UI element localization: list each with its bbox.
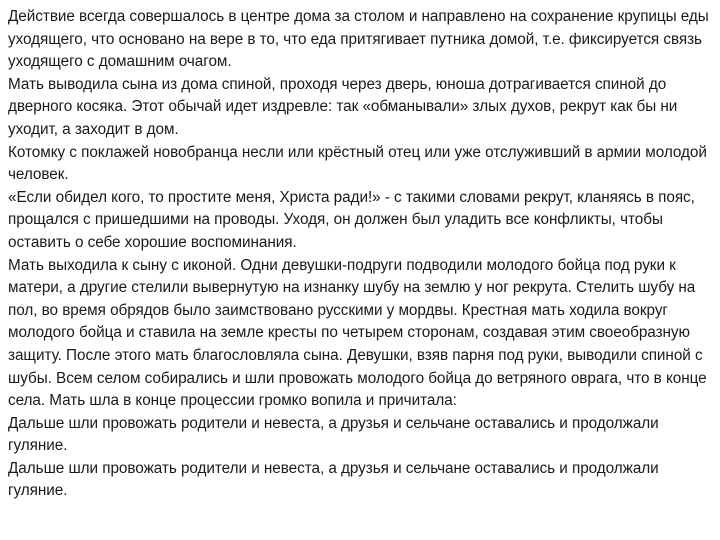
paragraph-procession-2: Дальше шли провожать родители и невеста, а друзья и сельчане оставались и продолжали гуляние. — [8, 459, 659, 500]
paragraph-farewell-words: «Если обидел кого, то простите меня, Христа ради!» - с такими словами рекрут, кланяясь в пояс, прощался с пришедшими на проводы. Уходя, он должен был уладить все конфликты, чтобы оставить о себе хорошие воспоминания. — [8, 188, 695, 251]
paragraph-blessing-ritual: Мать выходила к сыну с иконой. Одни девушки-подруги подводили молодого бойца под руки к матери, а другие стелили вывернутую на изнанку шубу на землю у ног рекрута. Стелить шубу на пол, во время обрядов было заимствовано русскими у мордвы. Крестная мать ходила вокруг молодого бойца и ставила на земле кресты по четырем сторонам, создавая этим своеобразную защиту. После этого мать благословляла сына. Девушки, взяв парня под руки, выводили спиной с шубы. Всем селом собирались и шли провожать молодого бойца до ветряного оврага, что в конце села. Мать шла в конце процессии громко вопила и причитала: — [8, 256, 707, 410]
paragraph-meal-ritual: Действие всегда совершалось в центре дома за столом и направлено на сохранение крупицы еды уходящего, что основано на вере в то, что еда притягивает путника домой, т.е. фиксируется связь уходящего с домашним очагом. — [8, 8, 709, 71]
paragraph-procession-1: Дальше шли провожать родители и невеста, а друзья и сельчане оставались и продолжали гуляние. — [8, 414, 659, 455]
paragraph-bag-carrier: Котомку с поклажей новобранца несли или крёстный отец или уже отслуживший в армии молодой человек. — [8, 143, 707, 184]
paragraph-leaving-home: Мать выводила сына из дома спиной, проходя через дверь, юноша дотрагивается спиной до дверного косяка. Этот обычай идет издревле: так «обманывали» злых духов, рекрут как бы ни уходит, а заходит в дом. — [8, 75, 678, 138]
